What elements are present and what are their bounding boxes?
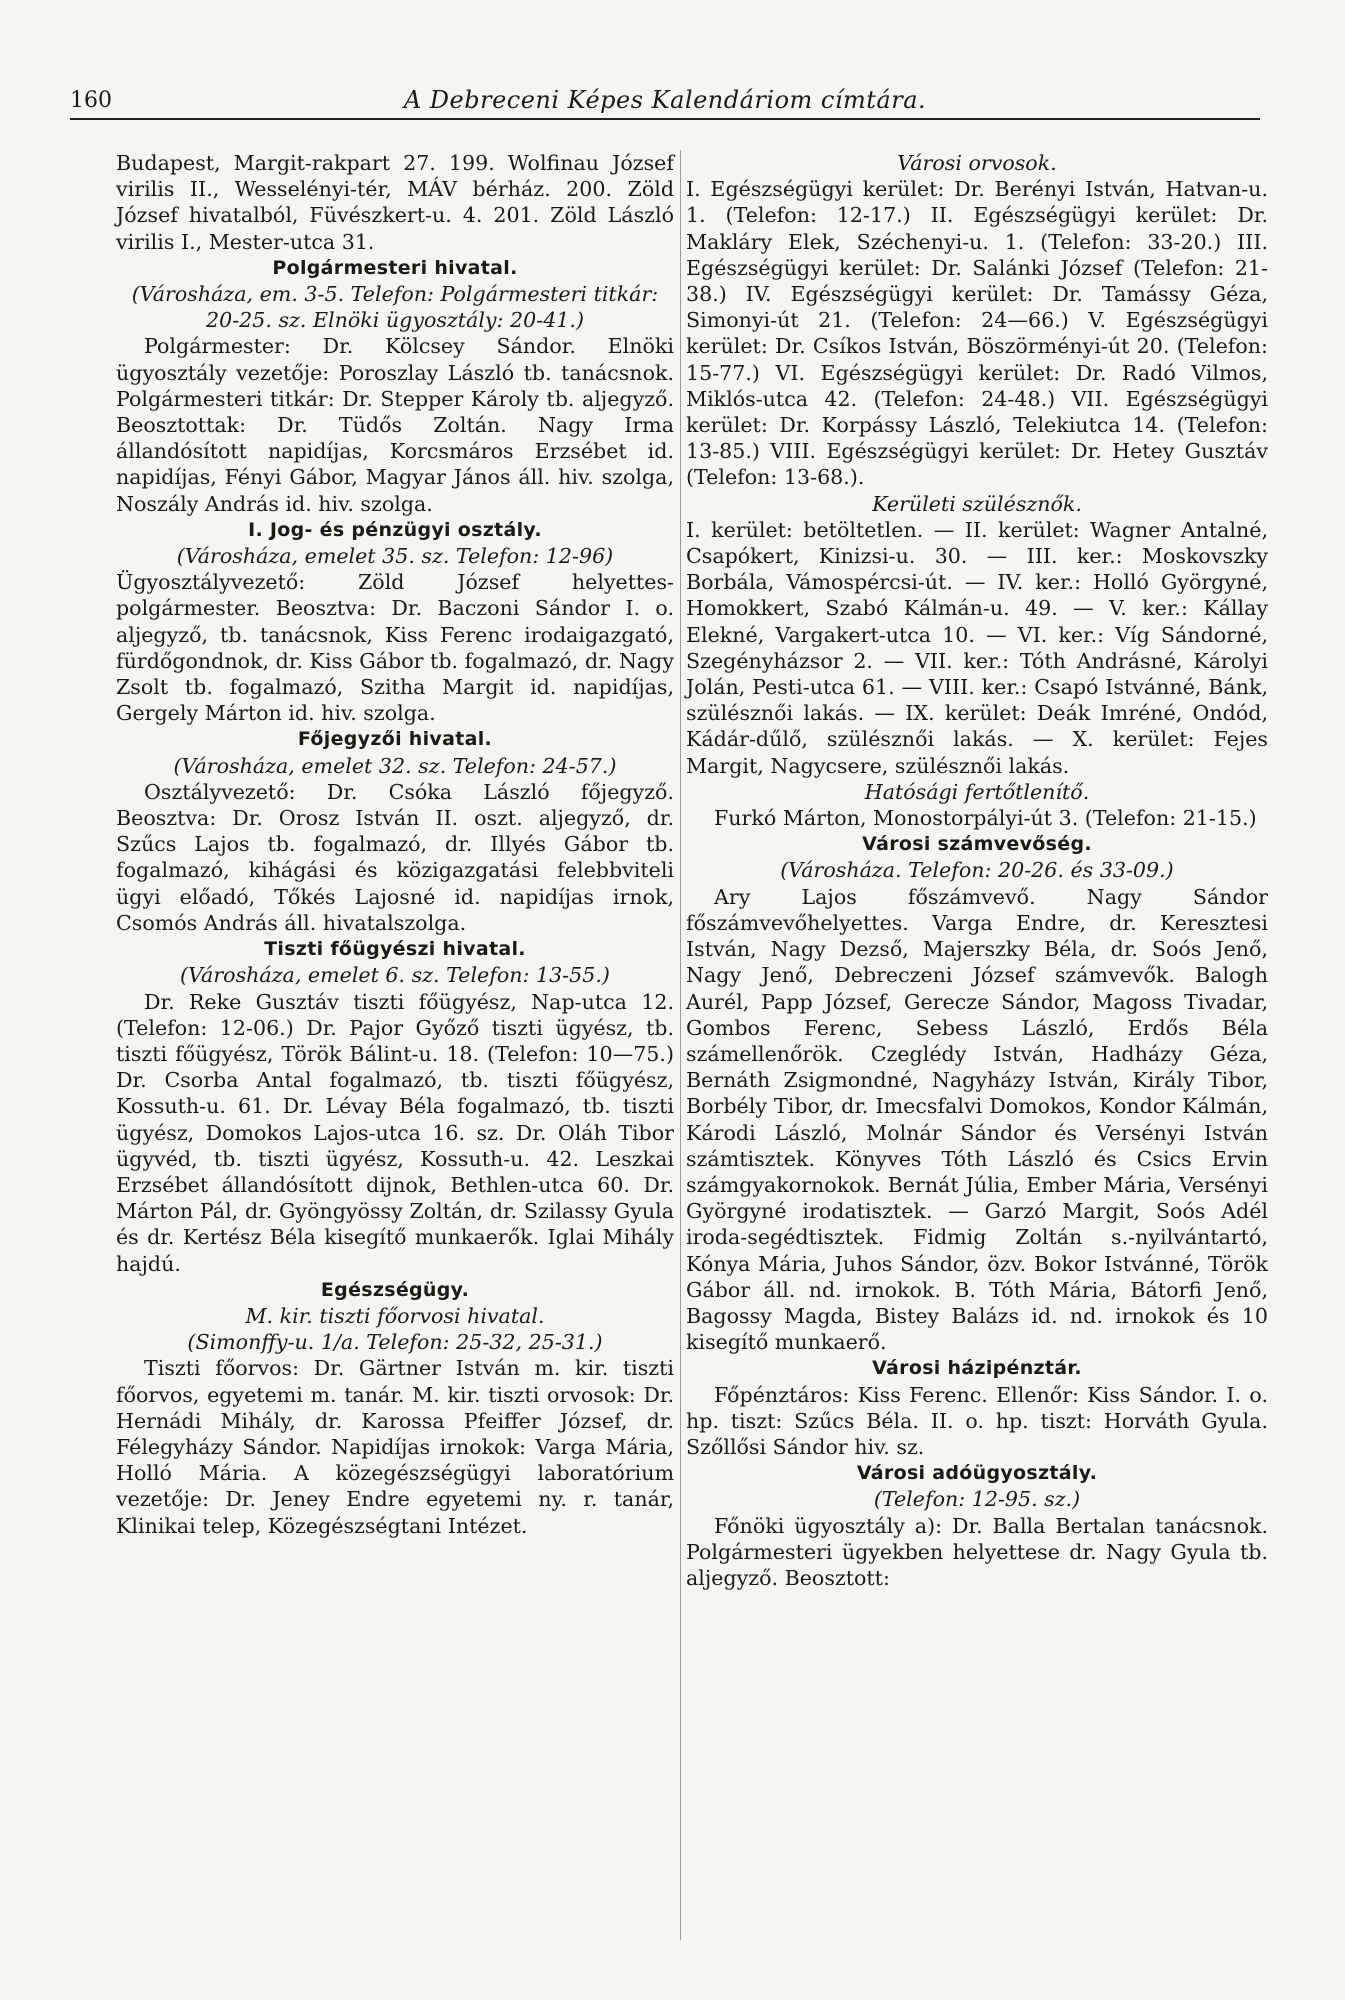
section-body-fojegyzoi: Osztályvezető: Dr. Csóka László főjegyző. Beosztva: Dr. Orosz István II. oszt. aljegyző, dr. Szűcs Lajos tb. fogalmazó, dr. Illyés Gábor tb. fogalmazó, kihágási és közigazgatási felebbviteli ügyi előadó, Tőkés Lajosné id. napidíjas irnok, Csomós András áll. hivatalszolga.	[116, 779, 674, 935]
section-body-egeszsegugy: Tiszti főorvos: Dr. Gärtner István m. kir. tiszti főorvos, egyetemi m. tanár. M. kir. tiszti orvosok: Dr. Hernádi Mihály, dr. Karossa Pfeiffer József, dr. Félegyházy Sándor. Napidíjas irnokok: Varga Mária, Holló Mária. A közegészségügyi laboratórium vezetője: Dr. Jeney Endre egyetemi ny. r. tanár, Klinikai telep, Közegészségtani Intézet.	[116, 1356, 674, 1538]
section-body-hazipenztar: Főpénztáros: Kiss Ferenc. Ellenőr: Kiss Sándor. I. o. hp. tiszt: Szűcs Béla. II. o. hp. tiszt: Horváth Gyula. Szőllősi Sándor hiv. sz.	[686, 1382, 1268, 1459]
section-body-tiszti-fougyeszi: Dr. Reke Gusztáv tiszti főügyész, Nap-utca 12. (Telefon: 12-06.) Dr. Pajor Győző tiszti ügyész, tb. tiszti főügyész, Török Bálint-u. 18. (Telefon: 10—75.) Dr. Csorba Antal fogalmazó, tb. tiszti főügyész, Kossuth-u. 61. Dr. Lévay Béla fogalmazó, tb. tiszti ügyész, Domokos Lajos-utca 16. sz. Dr. Oláh Tibor ügyvéd, tb. tiszti ügyész, Kossuth-u. 42. Leszkai Erzsébet állandósított dijnok, Bethlen-utca 60. Dr. Márton Pál, dr. Gyöngyössy Zoltán, dr. Szilassy Gyula és dr. Kertész Béla kisegítő munkaerők. Iglai Mihály hajdú.	[116, 989, 674, 1276]
section-body-szuleszno: I. kerület: betöltetlen. — II. kerület: Wagner Antalné, Csapókert, Kinizsi-u. 30. — III. ker.: Moskovszky Borbála, Vámospércsi-út. — IV. ker.: Holló Györgyné, Homokkert, Szabó Kálmán-u. 49. — V. ker.: Kállay Elekné, Vargakert-utca 10. — VI. ker.: Víg Sándorné, Szegényházsor 2. — VII. ker.: Tóth Andrásné, Károlyi Jolán, Pesti-utca 61. — VIII. ker.: Csapó Istvánné, Bánk, szülésznői lakás. — IX. kerület: Deák Imréné, Ondód, Kádár-dűlő, szülésznői lakás. — X. kerület: Fejes Margit, Nagycsere, szülésznői lakás.	[686, 517, 1268, 778]
section-body-adougyosztaly: Főnöki ügyosztály a): Dr. Balla Bertalan tanácsnok. Polgármesteri ügyekben helyettese dr. Nagy Gyula tb. aljegyző. Beosztott:	[686, 1513, 1268, 1590]
section-title-hazipenztar: Városi házipénztár.	[872, 1357, 1082, 1380]
page-header	[70, 82, 1260, 120]
section-info-fojegyzoi: (Városháza, emelet 32. sz. Telefon: 24-57.)	[173, 753, 617, 778]
section-subtitle-egeszsegugy: M. kir. tiszti főorvosi hivatal.	[245, 1303, 545, 1328]
section-body-polgarmesteri: Polgármester: Dr. Kölcsey Sándor. Elnöki ügyosztály vezetője: Poroszlay László tb. tanácsnok. Polgármesteri titkár: Dr. Stepper Károly tb. aljegyző. Beosztottak: Dr. Tüdős Zoltán. Nagy Irma állandósított napidíjas, Korcsmáros Erzsébet id. napidíjas, Fényi Gábor, Magyar János áll. hiv. szolga, Noszály András id. hiv. szolga.	[116, 334, 674, 516]
section-body-varosi-orvosok: I. Egészségügyi kerület: Dr. Berényi István, Hatvan-u. 1. (Telefon: 12-17.) II. Egészségügyi kerület: Dr. Makláry Elek, Széchenyi-u. 1. (Telefon: 33-20.) III. Egészségügyi kerület: Dr. Salánki József (Telefon: 21-38.) IV. Egészségügyi kerület: Dr. Tamássy Géza, Simonyi-út 21. (Telefon: 24—66.) V. Egészségügyi kerület: Dr. Csíkos István, Böszörményi-út 20. (Telefon: 15-77.) VI. Egészségügyi kerület: Dr. Radó Vilmos, Miklós-utca 42. (Telefon: 24-48.) VII. Egészségügyi kerület: Dr. Korpássy László, Telekiutca 14. (Telefon: 13-85.) VIII. Egészségügyi kerület: Dr. Hetey Gusztáv (Telefon: 13-68.).	[686, 177, 1268, 490]
intro-text: Budapest, Margit-rakpart 27. 199. Wolfinau József virilis II., Wesselényi-tér, MÁV bérház. 200. Zöld József hivatalból, Füvészkert-u. 4. 201. Zöld László virilis I., Mester-utca 31.	[116, 151, 674, 254]
running-title: A Debreceni Képes Kalendáriom címtára.	[403, 86, 927, 114]
section-info-szamvevoseg: (Városháza. Telefon: 20-26. és 33-09.)	[780, 858, 1174, 883]
section-body-hatosagi: Furkó Márton, Monostorpályi-út 3. (Telefon: 21-15.)	[714, 806, 1257, 831]
section-title-egeszsegugy: Egészségügy.	[320, 1278, 470, 1301]
section-title-fojegyzoi: Főjegyzői hivatal.	[297, 728, 493, 751]
section-title-jog: I. Jog- és pénzügyi osztály.	[248, 518, 542, 541]
section-title-szuleszno: Kerületi szülésznők.	[872, 491, 1082, 516]
section-info-egeszsegugy: (Simonffy-u. 1/a. Telefon: 25-32, 25-31.)	[187, 1330, 603, 1355]
section-title-polgarmesteri: Polgármesteri hivatal.	[272, 256, 518, 279]
page-number: 160	[70, 88, 112, 113]
section-body-jog: Ügyosztályvezető: Zöld József helyettes-polgármester. Beosztva: Dr. Baczoni Sándor I. o. aljegyző, tb. tanácsnok, Kiss Ferenc irodaigazgató, fürdőgondnok, dr. Kiss Gábor tb. fogalmazó, dr. Nagy Zsolt tb. fogalmazó, Szitha Margit id. napidíjas, Gergely Márton id. hiv. szolga.	[116, 570, 674, 726]
left-column	[116, 150, 674, 1539]
section-title-hatosagi: Hatósági fertőtlenítő.	[864, 779, 1090, 804]
section-title-tiszti-fougyeszi: Tiszti főügyészi hivatal.	[264, 938, 526, 961]
column-divider	[680, 150, 681, 1940]
section-title-szamvevoseg: Városi számvevőség.	[862, 833, 1092, 856]
section-title-varosi-orvosok: Városi orvosok.	[897, 151, 1057, 175]
section-info-jog: (Városháza, emelet 35. sz. Telefon: 12-96)	[176, 544, 614, 569]
section-title-adougyosztaly: Városi adóügyosztály.	[856, 1462, 1098, 1485]
section-info-adougyosztaly: (Telefon: 12-95. sz.)	[873, 1487, 1081, 1512]
section-info-polgarmesteri: (Városháza, em. 3-5. Telefon: Polgármesteri titkár: 20-25. sz. Elnöki ügyosztály: 20-41.)	[131, 282, 659, 333]
section-body-szamvevoseg: Ary Lajos főszámvevő. Nagy Sándor főszámvevőhelyettes. Varga Endre, dr. Keresztesi István, Nagy Dezső, Majerszky Béla, dr. Soós Jenő, Nagy Jenő, Debreczeni József számvevők. Balogh Aurél, Papp József, Gerecze Sándor, Magoss Tivadar, Gombos Ferenc, Sebess László, Erdős Béla számellenőrök. Czeglédy István, Hadházy Géza, Bernáth Zsigmondné, Nagyházy István, Király Tibor, Borbély Tibor, dr. Imecsfalvi Domokos, Kondor Kálmán, Károdi László, Molnár Sándor és Versényi István számtisztek. Könyves Tóth László és Csics Ervin számgyakornokok. Bernát Júlia, Ember Mária, Versényi Györgyné irodatisztek. — Garzó Margit, Soós Adél iroda-segédtisztek. Fidmig Zoltán s.-nyilvántartó, Kónya Mária, Juhos Sándor, özv. Bokor Istvánné, Török Gábor áll. nd. irnokok. B. Tóth Mária, Bátorfi Jenő, Bagossy Magda, Bistey Balázs id. nd. irnokok és 10 kisegítő munkaerő.	[686, 884, 1268, 1355]
section-info-tiszti-fougyeszi: (Városháza, emelet 6. sz. Telefon: 13-55.)	[180, 963, 610, 988]
right-column	[686, 150, 1268, 1591]
